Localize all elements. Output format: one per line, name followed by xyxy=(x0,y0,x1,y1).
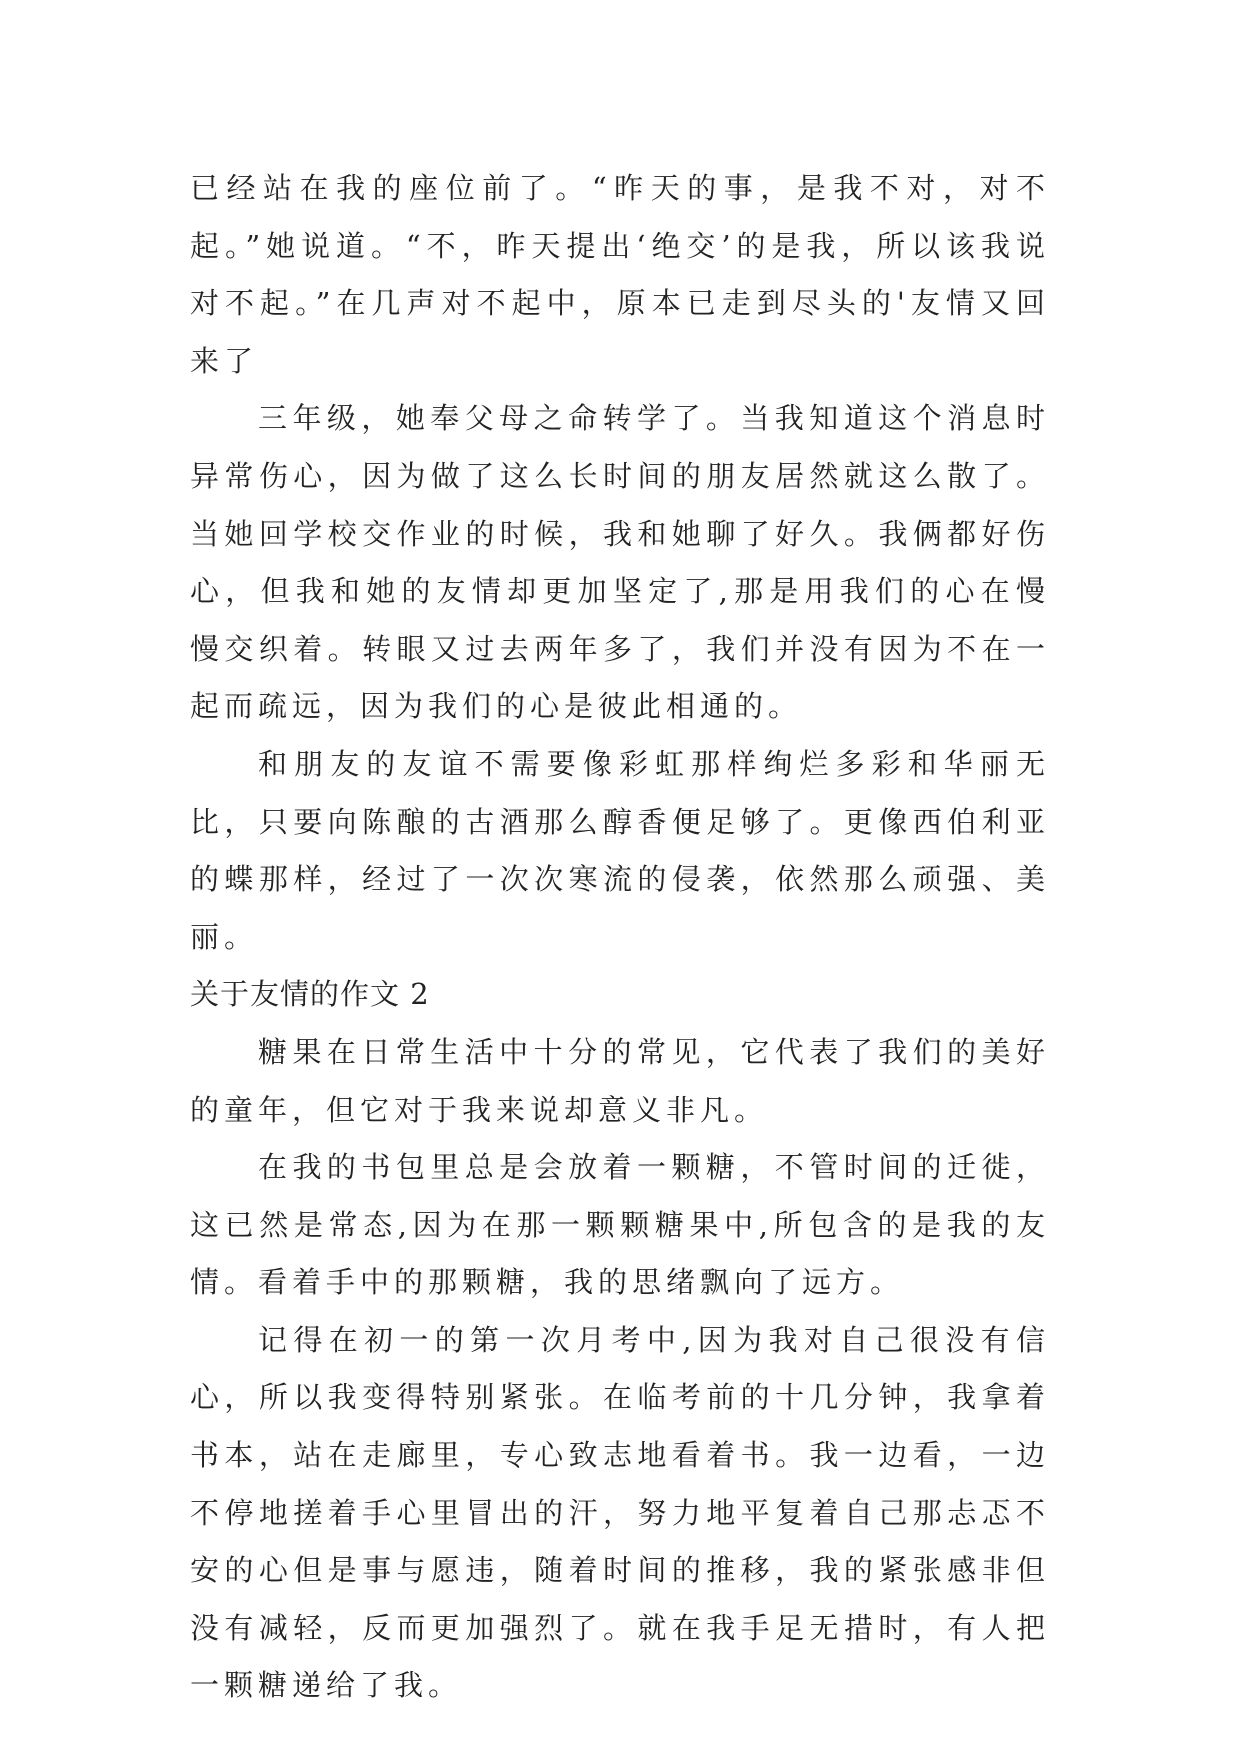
paragraph-5: 在我的书包里总是会放着一颗糖，不管时间的迁徙，这已然是常态,因为在那一颗颗糖果中,所包含的是我的友情。看着手中的那颗糖，我的思绪飘向了远方。 xyxy=(190,1150,1050,1300)
section-heading: 关于友情的作文 2 xyxy=(190,977,430,1012)
document-body xyxy=(190,160,1050,1715)
paragraph-3: 和朋友的友谊不需要像彩虹那样绚烂多彩和华丽无比，只要向陈酿的古酒那么醇香便足够了。更像西伯利亚的蝶那样，经过了一次次寒流的侵袭，依然那么顽强、美丽。 xyxy=(190,746,1050,954)
paragraph-1: 已经站在我的座位前了。“昨天的事，是我不对，对不起。”她说道。“不，昨天提出‘绝交’的是我，所以该我说对不起。”在几声对不起中，原本已走到尽头的'友情又回来了 xyxy=(190,171,1050,378)
paragraph-4: 糖果在日常生活中十分的常见，它代表了我们的美好的童年，但它对于我来说却意义非凡。 xyxy=(190,1034,1050,1127)
paragraph-6: 记得在初一的第一次月考中,因为我对自己很没有信心，所以我变得特别紧张。在临考前的十几分钟，我拿着书本，站在走廊里，专心致志地看着书。我一边看，一边不停地搓着手心里冒出的汗，努力地平复着自己那忐忑不安的心但是事与愿违，随着时间的推移，我的紧张感非但没有减轻，反而更加强烈了。就在我手足无措时，有人把一颗糖递给了我。 xyxy=(190,1322,1050,1703)
paragraph-2: 三年级，她奉父母之命转学了。当我知道这个消息时异常伤心，因为做了这么长时间的朋友居然就这么散了。当她回学校交作业的时候，我和她聊了好久。我俩都好伤心，但我和她的友情却更加坚定了,那是用我们的心在慢慢交织着。转眼又过去两年多了，我们并没有因为不在一起而疏远，因为我们的心是彼此相通的。 xyxy=(190,401,1050,724)
